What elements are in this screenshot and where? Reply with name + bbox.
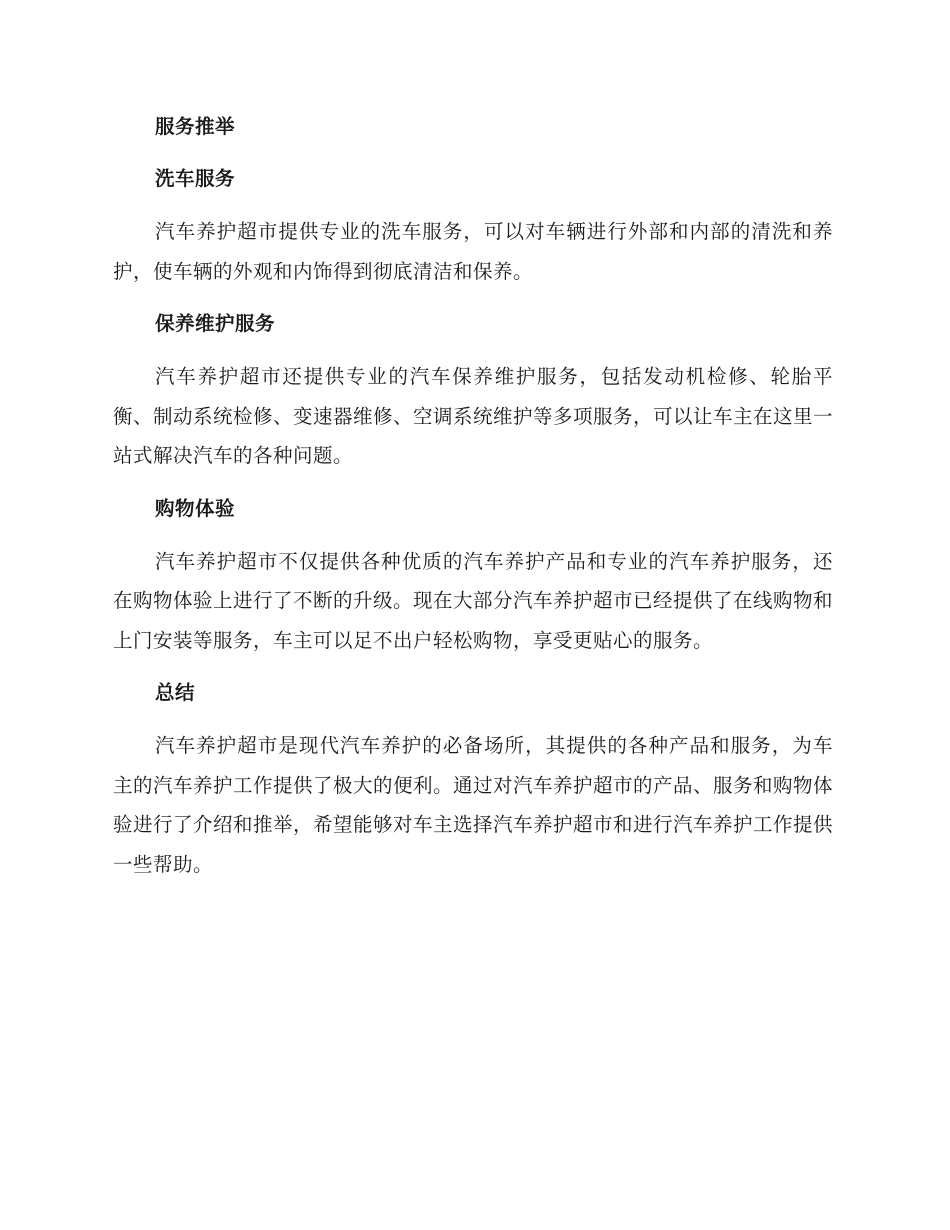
section-heading-maintenance: 保养维护服务 [155,312,276,335]
section-body-car-wash: 汽车养护超市提供专业的洗车服务，可以对车辆进行外部和内部的清洗和养护，使车辆的外观和内饰得到彻底清洁和保养。 [113,220,833,283]
section-heading-car-wash: 洗车服务 [155,167,236,190]
section-heading-summary: 总结 [155,681,196,704]
document-content [113,108,833,898]
section-body-shopping: 汽车养护超市不仅提供各种优质的汽车养护产品和专业的汽车养护服务，还在购物体验上进行了不断的升级。现在大部分汽车养护超市已经提供了在线购物和上门安装等服务，车主可以足不出户轻松购物，享受更贴心的服务。 [113,549,834,652]
page-title: 服务推举 [155,115,236,138]
section-heading-shopping: 购物体验 [155,496,236,520]
section-body-maintenance: 汽车养护超市还提供专业的汽车保养维护服务，包括发动机检修、轮胎平衡、制动系统检修、变速器维修、空调系统维护等多项服务，可以让车主在这里一站式解决汽车的各种问题。 [113,365,834,467]
section-body-summary: 汽车养护超市是现代汽车养护的必备场所，其提供的各种产品和服务，为车主的汽车养护工作提供了极大的便利。通过对汽车养护超市的产品、服务和购物体验进行了介绍和推举，希望能够对车主选择汽车养护超市和进行汽车养护工作提供一些帮助。 [113,734,834,876]
